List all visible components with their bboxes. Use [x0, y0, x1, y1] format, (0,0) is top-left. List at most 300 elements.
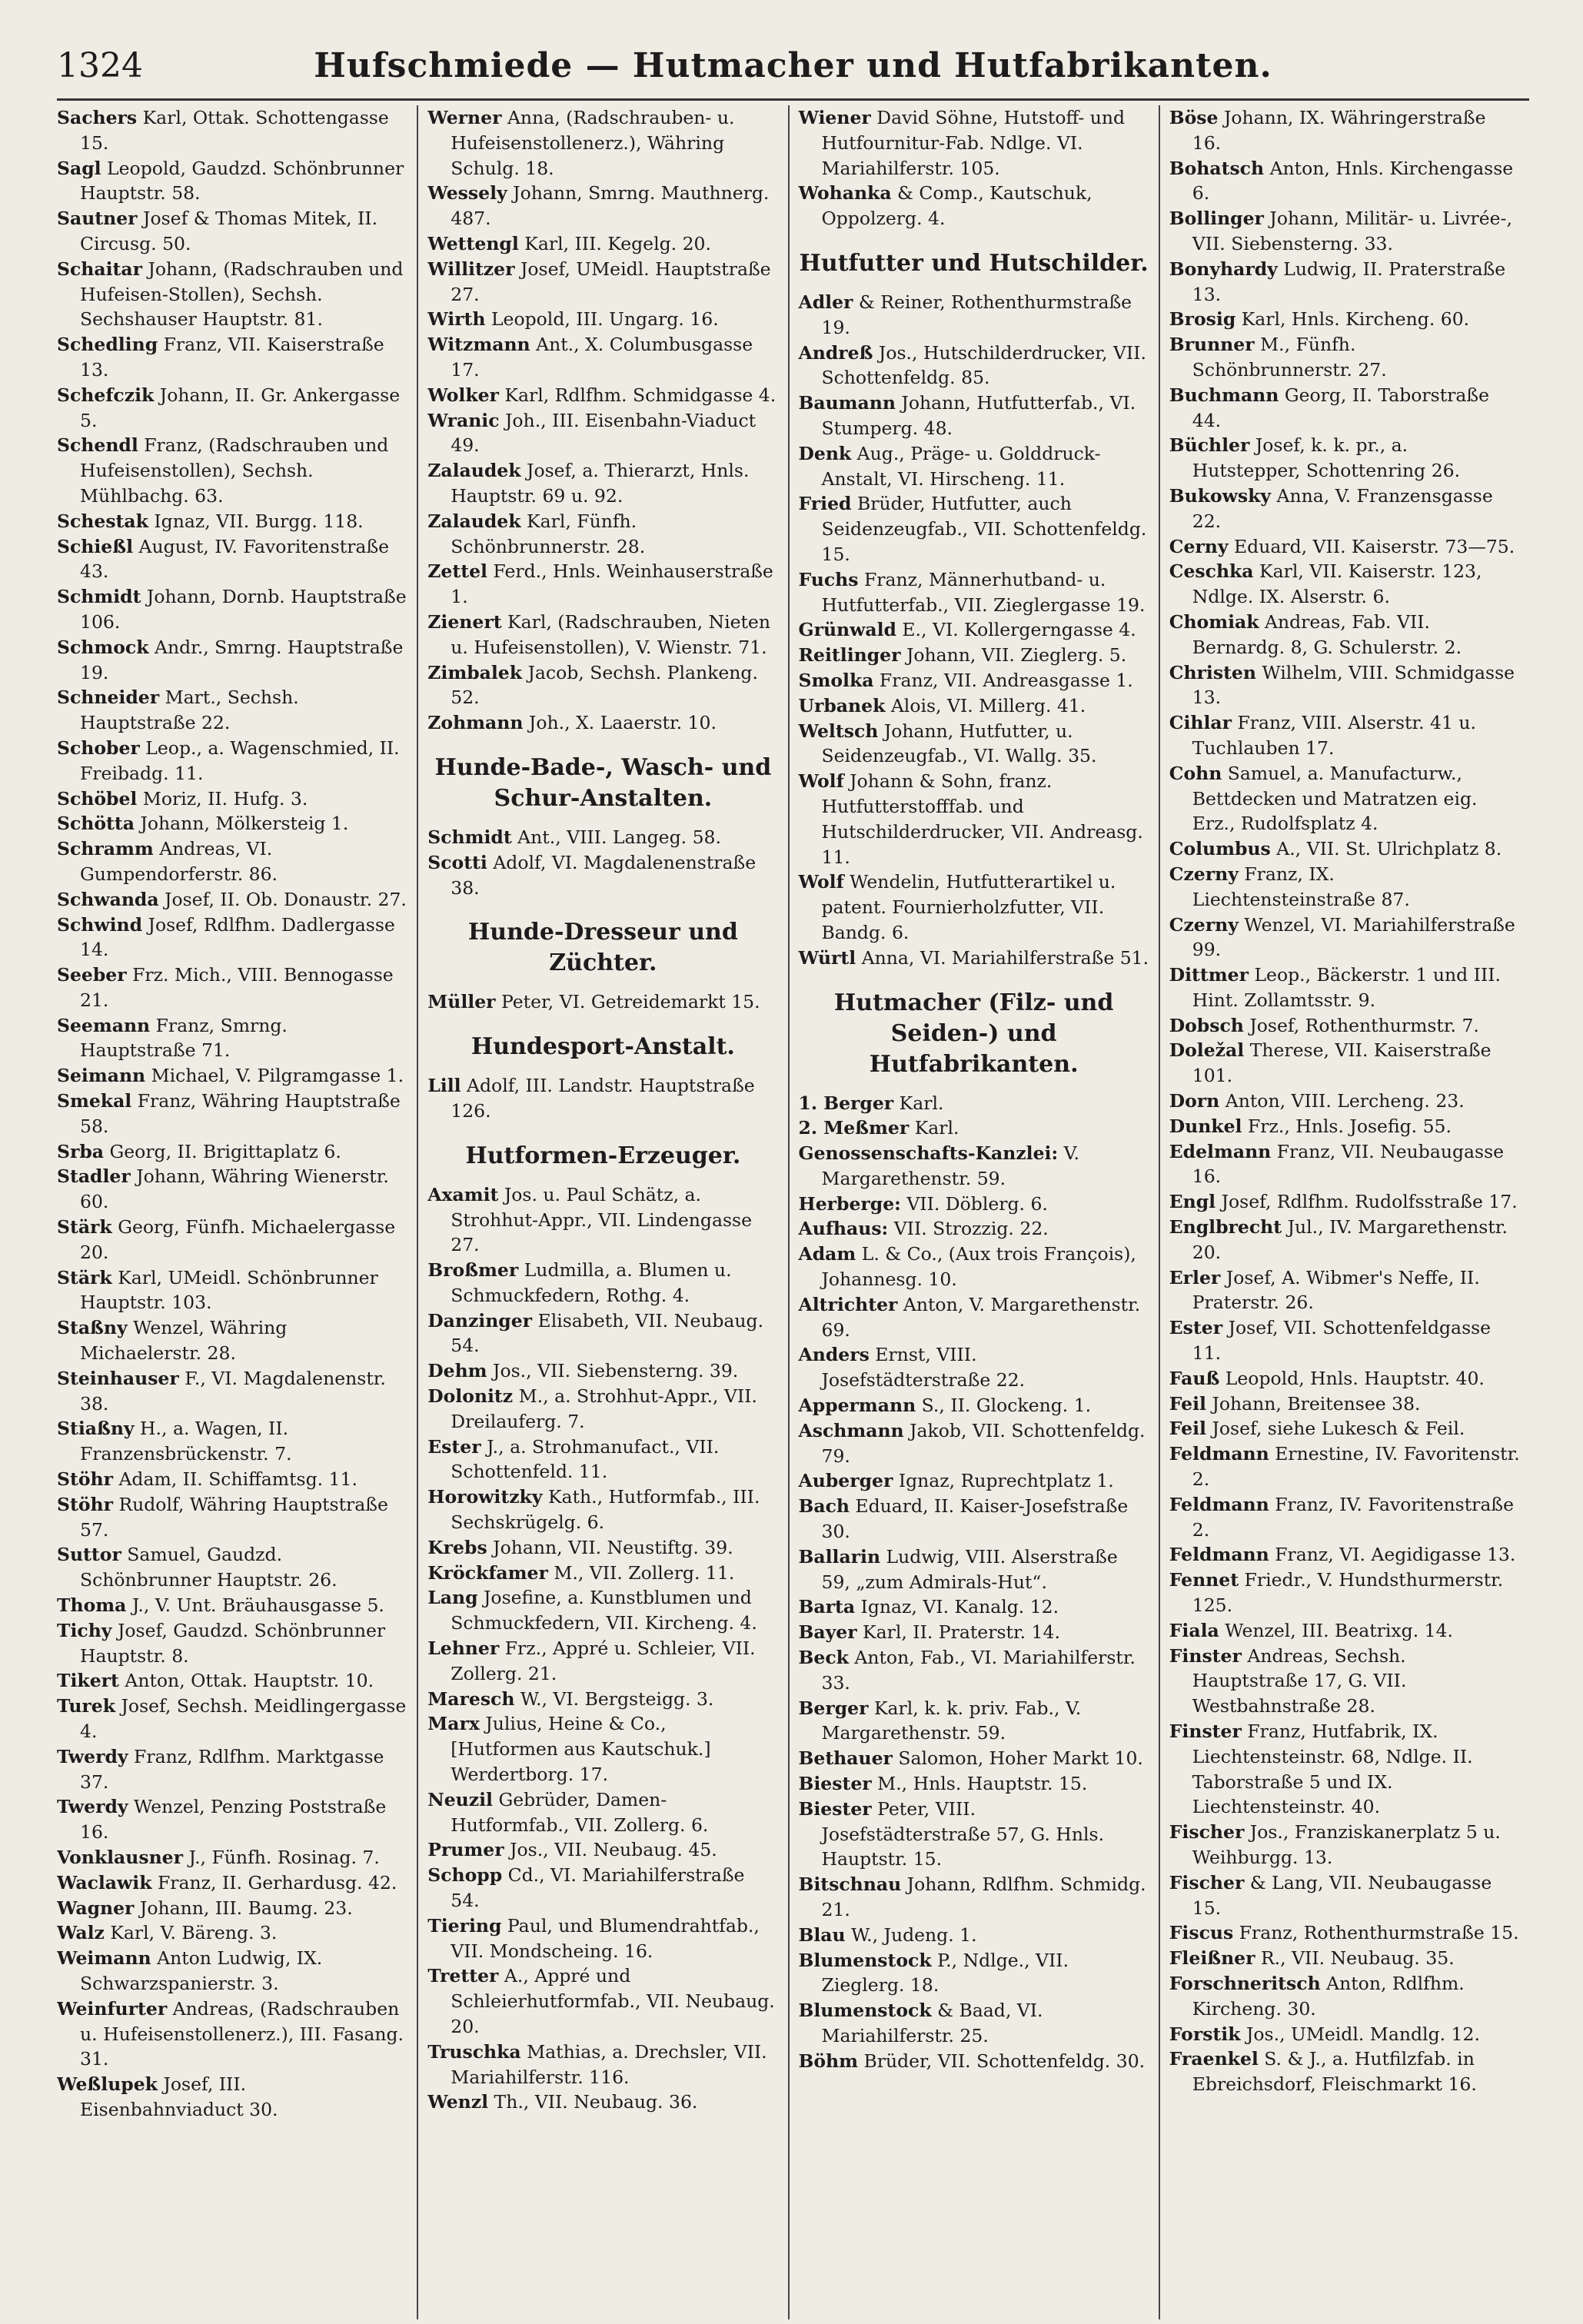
entry-name: Wenzl: [427, 2091, 489, 2113]
directory-entry: [799, 1091, 1149, 1116]
directory-entry: [1169, 1089, 1520, 1114]
directory-entry: [799, 1771, 1149, 1797]
entry-details: Anton, Hnls. Kirchengasse 6.: [1192, 157, 1514, 204]
entry-details: Karl, Hnls. Kircheng. 60.: [1235, 308, 1470, 331]
directory-entry: [799, 1746, 1149, 1771]
entry-name: Ester: [427, 1435, 481, 1458]
entry-details: Anton, Rdlfhm. Kircheng. 30.: [1192, 1972, 1465, 2020]
directory-entry: [799, 1544, 1149, 1595]
directory-entry: [427, 1485, 778, 1535]
entry-name: Bethauer: [798, 1747, 893, 1770]
entry-name: Schopp: [427, 1864, 503, 1887]
directory-entry: [799, 1948, 1149, 1999]
entry-details: M., Hnls. Hauptstr. 15.: [871, 1773, 1088, 1795]
entry-details: Adolf, III. Landstr. Hauptstraße 126.: [451, 1075, 755, 1122]
directory-entry: [799, 341, 1149, 391]
directory-entry: [799, 617, 1149, 643]
entry-name: Buchmann: [1169, 384, 1279, 406]
entry-name: Biester: [798, 1773, 872, 1795]
entry-details: Josef, II. Ob. Donaustr. 27.: [158, 888, 407, 910]
entry-name: Schramm: [57, 838, 154, 860]
directory-entry: [799, 1393, 1149, 1418]
entry-name: Würtl: [798, 946, 856, 969]
entry-details: Samuel, Gaudzd. Schönbrunner Hauptstr. 26.: [80, 1544, 338, 1591]
entry-details: Johann, III. Baumg. 23.: [134, 1897, 353, 1919]
entry-name: Danzinger: [427, 1309, 533, 1332]
directory-entry: [1169, 559, 1520, 610]
directory-entry: [427, 509, 778, 560]
directory-entry: [427, 1787, 778, 1838]
directory-entry: [427, 105, 778, 181]
directory-entry: [1169, 1139, 1520, 1190]
entry-details: S., II. Glockeng. 1.: [916, 1395, 1092, 1417]
directory-entry: [1169, 1416, 1520, 1441]
entry-name: Walz: [57, 1922, 105, 1944]
entry-name: Grünwald: [798, 619, 896, 641]
directory-entry: [1169, 307, 1520, 332]
directory-entry: [427, 1963, 778, 2039]
directory-entry: [799, 1141, 1149, 1192]
entry-details: Franz, VI. Aegidigasse 13.: [1269, 1544, 1516, 1566]
entry-details: Johann, II. Gr. Ankergasse 5.: [80, 384, 401, 431]
entry-name: Aufhaus:: [798, 1218, 889, 1240]
directory-entry: [57, 786, 407, 812]
entry-name: Fiala: [1169, 1619, 1219, 1641]
entry-name: Schöbel: [57, 787, 138, 810]
entry-name: Columbus: [1169, 838, 1271, 860]
entry-details: Cd., VI. Mariahilferstraße 54.: [451, 1864, 745, 1912]
directory-entry: [427, 231, 778, 257]
entry-name: Weinfurter: [57, 1997, 168, 2020]
directory-entry: [427, 2090, 778, 2115]
entry-name: Schötta: [57, 813, 135, 835]
entry-details: Leopold, Gaudzd. Schönbrunner Hauptstr. 58.: [80, 157, 404, 204]
directory-entry: [57, 685, 407, 736]
entry-details: Ant., VIII. Langeg. 58.: [511, 826, 721, 848]
section-heading: Hunde-Bade-, Wasch- und Schur-Anstalten.: [434, 753, 772, 812]
entry-name: Srba: [57, 1140, 105, 1162]
entry-name: Zohmann: [427, 712, 524, 734]
entry-details: Johann, Smrng. Mauthnerg. 487.: [451, 182, 770, 230]
entry-details: Moriz, II. Hufg. 3.: [137, 787, 308, 810]
directory-entry: [1169, 1114, 1520, 1139]
entry-details: Jul., IV. Margarethenstr. 20.: [1192, 1216, 1508, 1263]
entry-details: E., VI. Kollergerngasse 4.: [896, 619, 1136, 641]
directory-entry: [1169, 660, 1520, 711]
entry-name: Wessely: [427, 182, 507, 204]
entry-name: Dunkel: [1169, 1115, 1242, 1137]
directory-entry: [1169, 862, 1520, 913]
entry-details: Karl, Rdlfhm. Schmidgasse 4.: [498, 384, 777, 406]
entry-name: Herberge:: [798, 1192, 901, 1215]
entry-details: Franz, IV. Favoritenstraße 2.: [1192, 1493, 1515, 1541]
entry-details: Franz, (Radschrauben und Hufeisenstollen), Sechsh. Mühlbachg. 63.: [80, 434, 389, 507]
entry-details: Anna, (Radschrauben- u. Hufeisenstollenerz.), Währing Schulg. 18.: [451, 107, 735, 179]
directory-entry: [57, 206, 407, 257]
entry-name: Erler: [1169, 1266, 1221, 1288]
entry-name: Forschneritsch: [1169, 1972, 1321, 1994]
entry-name: Brosig: [1169, 308, 1236, 331]
entry-name: Denk: [798, 442, 852, 464]
directory-entry: [1169, 1820, 1520, 1870]
directory-entry: [799, 441, 1149, 492]
directory-entry: [1169, 1946, 1520, 1971]
entry-details: Johann & Sohn, franz. Hutfutterstofffab. und Hutschilderdrucker, VII. Andreasg. 11.: [821, 770, 1143, 868]
directory-entry: [1169, 2046, 1520, 2097]
entry-name: Turek: [57, 1695, 116, 1717]
entry-details: Adam, II. Schiffamtsg. 11.: [112, 1468, 358, 1491]
directory-entry: [57, 1366, 407, 1417]
entry-name: Chomiak: [1169, 610, 1259, 633]
entry-name: Bach: [798, 1495, 850, 1518]
directory-entry: [1169, 1366, 1520, 1391]
entry-details: J., V. Unt. Bräuhausgasse 5.: [126, 1594, 384, 1617]
entry-details: Brüder, VII. Schottenfeldg. 30.: [858, 2050, 1146, 2072]
directory-entry: [427, 2040, 778, 2090]
directory-entry: [57, 963, 407, 1013]
directory-entry: [57, 1845, 407, 1870]
entry-details: Jos., Hutschilderdrucker, VII. Schottenfeldg. 85.: [821, 341, 1146, 389]
directory-entry: [57, 1794, 407, 1845]
entry-details: Andreas, VI. Gumpendorferstr. 86.: [80, 838, 278, 885]
entry-name: Christen: [1169, 661, 1256, 683]
directory-entry: [799, 290, 1149, 341]
entry-details: Michael, V. Pilgramgasse 1.: [145, 1065, 404, 1087]
entry-name: Weltsch: [798, 720, 879, 742]
entry-details: Karl.: [893, 1092, 944, 1114]
entry-details: V. Margarethenstr. 59.: [821, 1142, 1079, 1189]
entry-name: Waclawik: [57, 1871, 152, 1893]
entry-name: 2. Meßmer: [798, 1117, 910, 1139]
entry-details: Samuel, a. Manufacturw., Bettdecken und Matratzen eig. Erz., Rudolfsplatz 4.: [1192, 762, 1478, 835]
directory-entry: [1169, 1038, 1520, 1089]
entry-details: Frz., Appré u. Schleier, VII. Zollerg. 21.: [451, 1637, 756, 1684]
entry-details: Elisabeth, VII. Neubaug. 54.: [451, 1309, 764, 1357]
entry-details: Julius, Heine & Co., [Hutformen aus Kautschuk.] Werdertborg. 17.: [451, 1713, 711, 1786]
entry-details: Andreas, Sechsh. Hauptstraße 17, G. VII. Westbahnstraße 28.: [1192, 1644, 1407, 1717]
column-4: [1159, 105, 1529, 2319]
entry-name: Tretter: [427, 1965, 499, 1987]
entry-name: Broßmer: [427, 1259, 519, 1282]
entry-details: Johann, Währing Wienerstr. 60.: [80, 1165, 389, 1213]
directory-entry: [57, 383, 407, 434]
entry-name: Maresch: [427, 1687, 515, 1710]
entry-name: 1. Berger: [798, 1092, 894, 1114]
directory-entry: [1169, 206, 1520, 257]
directory-entry: [427, 850, 778, 901]
directory-entry: [57, 1593, 407, 1618]
entry-name: Marx: [427, 1713, 480, 1735]
entry-details: Franz, Hutfabrik, IX. Liechtensteinstr. 68, Ndlge. II. Taborstraße 5 und IX. Liechtensteinstr. 40.: [1192, 1721, 1473, 1818]
entry-name: Dittmer: [1169, 964, 1249, 986]
entry-name: Schober: [57, 736, 140, 759]
entry-name: Wiener: [798, 107, 871, 128]
entry-name: Fraenkel: [1169, 2048, 1259, 2070]
entry-details: Ludmilla, a. Blumen u. Schmuckfedern, Rothg. 4.: [451, 1259, 732, 1306]
entry-details: A., Appré und Schleierhutformfab., VII. Neubaug. 20.: [451, 1965, 775, 2037]
entry-name: Bukowsky: [1169, 484, 1272, 507]
directory-entry: [57, 1315, 407, 1366]
entry-details: Johann, Hutfutterfab., VI. Stumperg. 48.: [821, 392, 1136, 439]
entry-details: J., a. Strohmanufact., VII. Schottenfeld. 11.: [451, 1435, 720, 1483]
entry-name: Fried: [798, 493, 852, 515]
entry-name: Blumenstock: [798, 2000, 932, 2022]
entry-name: Krebs: [427, 1536, 487, 1558]
directory-entry: [799, 1696, 1149, 1747]
entry-details: Johann, (Radschrauben und Hufeisen-Stollen), Sechsh. Sechshauser Hauptstr. 81.: [80, 258, 404, 331]
directory-entry: [799, 1292, 1149, 1343]
directory-entry: [1169, 1315, 1520, 1366]
directory-entry: [427, 1863, 778, 1913]
entry-name: Bollinger: [1169, 208, 1264, 230]
directory-entry: [799, 1342, 1149, 1393]
directory-entry: [1169, 1492, 1520, 1543]
entry-name: Feil: [1169, 1418, 1206, 1440]
directory-entry: [57, 811, 407, 836]
entry-name: Bayer: [798, 1621, 857, 1644]
entry-name: Lill: [427, 1075, 461, 1097]
entry-details: & Lang, VII. Neubaugasse 15.: [1192, 1871, 1492, 1919]
entry-details: & Baad, VI. Mariahilferstr. 25.: [821, 2000, 1043, 2046]
entry-name: Edelmann: [1169, 1140, 1272, 1162]
entry-details: & Comp., Kautschuk, Oppolzerg. 4.: [821, 182, 1092, 230]
directory-entry: [1169, 433, 1520, 484]
entry-name: Truschka: [427, 2040, 521, 2063]
entry-details: Salomon, Hoher Markt 10.: [892, 1747, 1143, 1770]
directory-entry: [427, 1687, 778, 1712]
directory-entry: [1169, 1618, 1520, 1644]
directory-entry: [1169, 1870, 1520, 1921]
entry-name: Sagl: [57, 157, 101, 179]
entry-name: Vonklausner: [57, 1846, 184, 1868]
directory-entry: [57, 433, 407, 508]
entry-details: Karl, (Radschrauben, Nieten u. Hufeisenstollen), V. Wienstr. 71.: [451, 610, 770, 658]
directory-entry: [1169, 1644, 1520, 1719]
directory-entry: [1169, 963, 1520, 1013]
entry-details: Karl, VII. Kaiserstr. 123, Ndlge. IX. Alserstr. 6.: [1192, 560, 1482, 608]
entry-details: Karl, Ottak. Schottengasse 15.: [80, 107, 389, 154]
entry-details: Karl, III. Kegelg. 20.: [518, 232, 711, 254]
entry-name: Schestak: [57, 510, 148, 532]
entry-details: Leopold, Hnls. Hauptstr. 40.: [1219, 1367, 1485, 1389]
entry-name: Axamit: [427, 1183, 499, 1205]
directory-entry: [57, 1467, 407, 1492]
directory-entry: [57, 534, 407, 585]
entry-name: Schedling: [57, 334, 158, 356]
entry-details: Joh., III. Eisenbahn-Viaduct 49.: [451, 409, 757, 457]
entry-name: Cohn: [1169, 762, 1222, 784]
entry-details: Josef, Rdlfhm. Dadlergasse 14.: [80, 913, 395, 961]
entry-name: Wettengl: [427, 232, 519, 254]
entry-details: Eduard, VII. Kaiserstr. 73—75.: [1228, 535, 1515, 557]
entry-name: Auberger: [798, 1470, 893, 1492]
entry-details: Franz, VIII. Alserstr. 41 u. Tuchlauben 17.: [1192, 712, 1477, 759]
entry-details: W., VI. Bergsteigg. 3.: [514, 1687, 714, 1710]
directory-entry: [57, 736, 407, 786]
directory-entry: [57, 1668, 407, 1694]
entry-name: Englbrecht: [1169, 1216, 1282, 1238]
entry-name: Schmidt: [57, 586, 141, 608]
entry-details: Eduard, II. Kaiser-Josefstraße 30.: [821, 1495, 1129, 1543]
entry-details: Wenzel, VI. Mariahilferstraße 99.: [1192, 913, 1515, 961]
directory-entry: [57, 1089, 407, 1139]
entry-details: Brüder, Hutfutter, auch Seidenzeugfab., VII. Schottenfeldg. 15.: [821, 493, 1147, 565]
directory-entry: [799, 1645, 1149, 1696]
entry-details: Josef, Rothenthurmstr. 7.: [1243, 1014, 1479, 1036]
entry-name: Dobsch: [1169, 1014, 1244, 1036]
entry-details: Anton, Ottak. Hauptstr. 10.: [118, 1670, 374, 1692]
entry-name: Czerny: [1169, 913, 1239, 936]
entry-details: Anna, VI. Mariahilferstraße 51.: [856, 946, 1149, 969]
directory-entry: [57, 836, 407, 887]
entry-name: Tichy: [57, 1619, 112, 1641]
directory-entry: [799, 668, 1149, 693]
entry-name: Blau: [798, 1923, 846, 1946]
entry-details: Karl, Fünfh. Schönbrunnerstr. 28.: [451, 510, 646, 557]
entry-details: Josef, UMeidl. Hauptstraße 27.: [451, 258, 771, 305]
entry-details: Josef, siehe Lukesch & Feil.: [1206, 1418, 1465, 1440]
entry-details: Ignaz, Ruprechtplatz 1.: [893, 1470, 1114, 1492]
entry-name: Ester: [1169, 1317, 1223, 1339]
entry-details: Wilhelm, VIII. Schmidgasse 13.: [1192, 661, 1515, 709]
directory-entry: [1169, 761, 1520, 836]
entry-details: Josef, III. Eisenbahnviaduct 30.: [80, 2073, 278, 2120]
directory-entry: [427, 1535, 778, 1561]
directory-entry: [57, 1164, 407, 1215]
entry-name: Stadler: [57, 1165, 131, 1188]
entry-details: Andr., Smrng. Hauptstraße 19.: [80, 636, 404, 683]
entry-name: Schmidt: [427, 826, 512, 848]
entry-name: Bitschnau: [798, 1873, 902, 1896]
entry-name: Twerdy: [57, 1745, 128, 1767]
directory-entry: [57, 156, 407, 207]
entry-name: Stöhr: [57, 1468, 113, 1491]
directory-entry: [57, 1946, 407, 1997]
entry-name: Dorn: [1169, 1090, 1220, 1112]
entry-name: Witzmann: [427, 334, 530, 356]
directory-entry: [1169, 1265, 1520, 1316]
entry-name: Barta: [798, 1596, 856, 1618]
directory-entry: [1169, 1215, 1520, 1265]
directory-entry: [57, 1997, 407, 2072]
directory-entry: [427, 1837, 778, 1863]
entry-details: Franz, VII. Kaiserstraße 13.: [80, 334, 384, 381]
directory-entry: [799, 1115, 1149, 1141]
entry-name: Kröckfamer: [427, 1561, 548, 1584]
directory-entry: [57, 1870, 407, 1896]
directory-entry: [799, 1216, 1149, 1242]
directory-entry: [799, 1923, 1149, 1948]
directory-entry: [1169, 1920, 1520, 1946]
entry-details: Ant., X. Columbusgasse 17.: [451, 334, 753, 381]
directory-entry: [57, 1063, 407, 1089]
directory-entry: [799, 491, 1149, 567]
page-title: Hufschmiede — Hutmacher und Hutfabrikanten.: [314, 46, 1272, 85]
column-1: [57, 105, 417, 2319]
column-2: [417, 105, 787, 2319]
entry-name: Schaitar: [57, 258, 142, 280]
entry-details: Johann, Rdlfhm. Schmidg. 21.: [821, 1873, 1146, 1920]
entry-details: Franz, II. Gerhardusg. 42.: [151, 1871, 397, 1893]
entry-details: F., VI. Magdalenenstr. 38.: [80, 1367, 386, 1415]
entry-name: Wolf: [798, 770, 844, 793]
entry-details: Jos., VII. Neubaug. 45.: [504, 1839, 717, 1861]
entry-details: Leop., Bäckerstr. 1 und III. Hint. Zollamtsstr. 9.: [1192, 964, 1501, 1011]
entry-details: Gebrüder, Damen-Hutformfab., VII. Zollerg. 6.: [451, 1788, 709, 1836]
directory-entry: [799, 643, 1149, 668]
directory-entry: [799, 1620, 1149, 1645]
entry-name: Beck: [798, 1647, 849, 1669]
entry-name: Smolka: [798, 669, 874, 691]
section-heading: Hundesport-Anstalt.: [471, 1033, 735, 1061]
entry-name: Cihlar: [1169, 712, 1232, 734]
entry-details: Anton, Fab., VI. Mariahilferstr. 33.: [821, 1647, 1136, 1694]
entry-details: Ludwig, VIII. Alserstraße 59, „zum Admirals-Hut“.: [821, 1545, 1118, 1593]
directory-entry: [1169, 1719, 1520, 1820]
entry-name: Fiscus: [1169, 1922, 1234, 1944]
entry-name: Willitzer: [427, 258, 515, 280]
entry-name: Dolonitz: [427, 1385, 514, 1408]
entry-details: Karl, V. Bäreng. 3.: [104, 1922, 278, 1944]
entry-name: Wagner: [57, 1897, 135, 1919]
entry-name: Fischer: [1169, 1871, 1245, 1893]
entry-name: Scotti: [427, 851, 487, 873]
entry-name: Weimann: [57, 1947, 151, 1970]
entry-name: Müller: [427, 991, 496, 1013]
directory-entry: [427, 1073, 778, 1124]
directory-entry: [57, 105, 407, 156]
entry-name: Stöhr: [57, 1493, 113, 1515]
directory-entry: [1169, 913, 1520, 963]
entry-name: Böhm: [798, 2050, 858, 2072]
entry-details: Karl, UMeidl. Schönbrunner Hauptstr. 103.: [80, 1266, 378, 1314]
entry-details: Franz, VII. Andreasgasse 1.: [873, 669, 1133, 691]
entry-name: Appermann: [798, 1395, 916, 1417]
entry-name: Baumann: [798, 392, 896, 414]
directory-entry: [1169, 1391, 1520, 1417]
entry-name: Sautner: [57, 208, 138, 230]
directory-entry: [1169, 1971, 1520, 2022]
entry-name: Büchler: [1169, 434, 1250, 457]
entry-details: Aug., Präge- u. Golddruck-Anstalt, VI. Hirscheng. 11.: [821, 442, 1101, 490]
entry-details: Franz, IX. Liechtensteinstraße 87.: [1192, 863, 1410, 910]
entry-name: Engl: [1169, 1191, 1216, 1213]
entry-name: Feldmann: [1169, 1443, 1269, 1465]
directory-entry: [57, 1920, 407, 1946]
entry-name: Zimbalek: [427, 661, 523, 683]
directory-entry: [799, 181, 1149, 231]
entry-name: Anders: [798, 1344, 870, 1366]
entry-details: L. & Co., (Aux trois François), Johannesg. 10.: [821, 1243, 1136, 1291]
entry-name: Wohanka: [798, 182, 892, 204]
entry-name: Stiaßny: [57, 1418, 135, 1440]
entry-details: VII. Döblerg. 6.: [900, 1192, 1048, 1215]
directory-entry: [799, 1418, 1149, 1469]
directory-entry: [1169, 332, 1520, 383]
entry-details: Ignaz, VI. Kanalg. 12.: [855, 1596, 1059, 1618]
entry-details: A., VII. St. Ulrichplatz 8.: [1270, 838, 1502, 860]
entry-name: Andreß: [798, 341, 873, 364]
entry-details: Jos. u. Paul Schätz, a. Strohhut-Appr., VII. Lindengasse 27.: [451, 1183, 752, 1256]
entry-details: August, IV. Favoritenstraße 43.: [80, 535, 390, 583]
column-3: [788, 105, 1159, 2319]
entry-name: Zettel: [427, 560, 487, 583]
directory-entry: [427, 660, 778, 711]
entry-name: Stärk: [57, 1266, 112, 1288]
entry-name: Adam: [798, 1243, 856, 1265]
entry-details: Frz., Hnls. Josefig. 55.: [1242, 1115, 1452, 1137]
entry-name: Suttor: [57, 1544, 121, 1566]
